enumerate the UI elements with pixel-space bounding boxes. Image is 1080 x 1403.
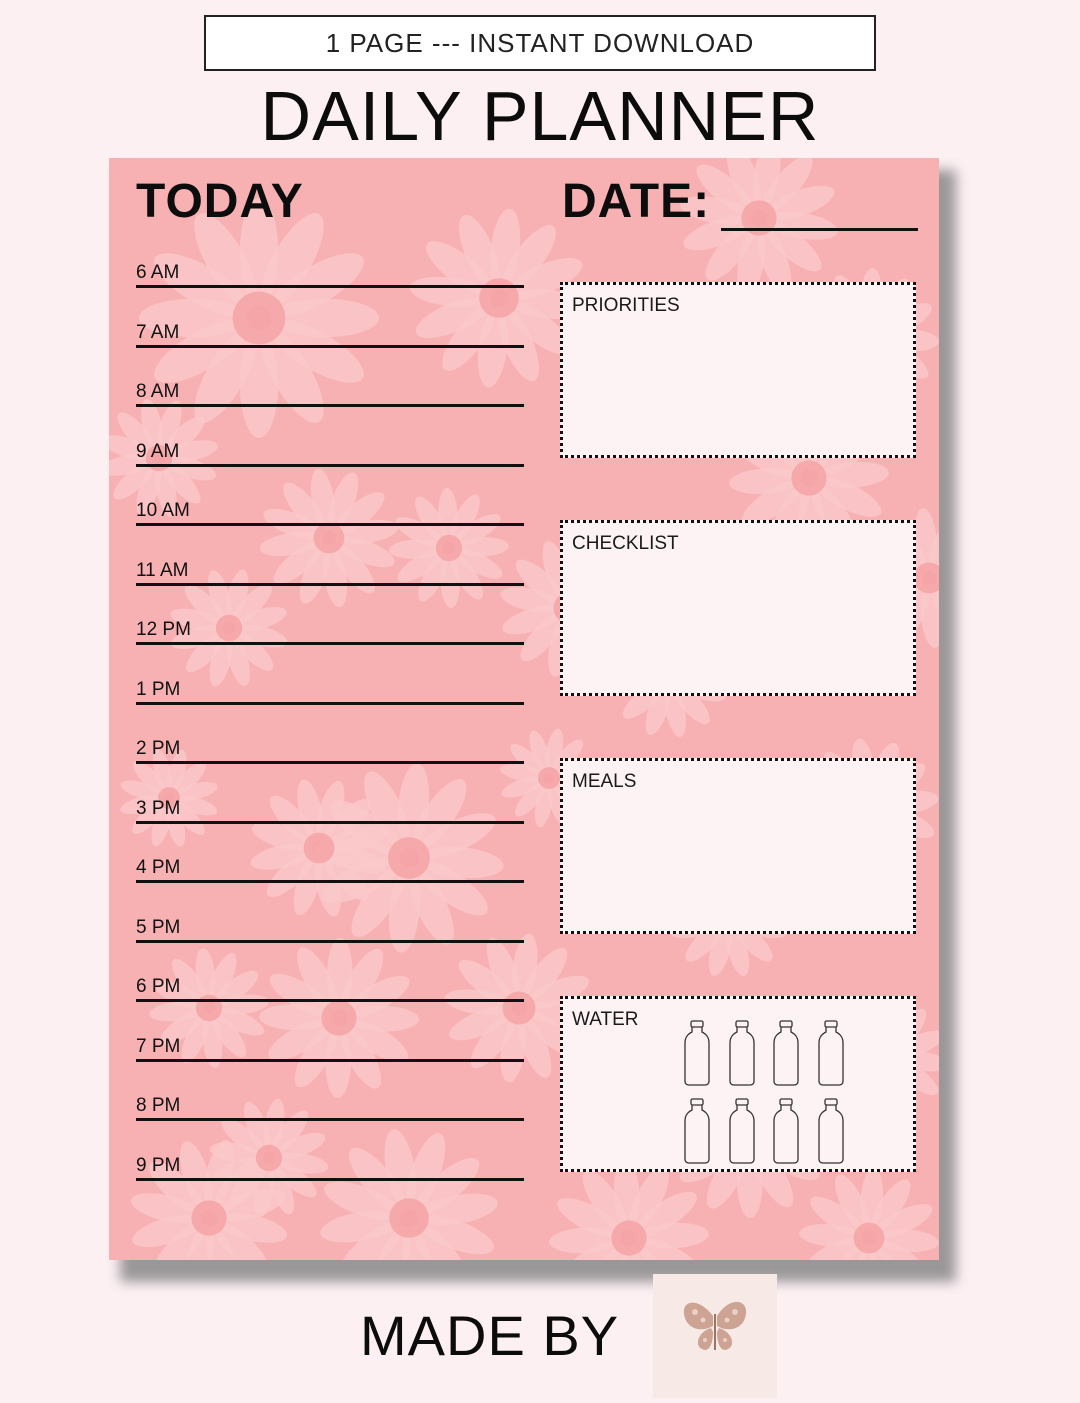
time-slot-label: 5 PM — [136, 916, 181, 938]
water-bottle-icon — [727, 1097, 757, 1170]
time-slot — [136, 901, 524, 941]
time-slot-label: 10 AM — [136, 500, 190, 521]
time-slot-line — [136, 702, 524, 705]
water-bottle-icon — [816, 1097, 846, 1170]
today-heading: TODAY — [136, 175, 304, 228]
meals-box — [560, 758, 916, 934]
time-slot — [136, 1079, 524, 1119]
time-slot-line — [136, 1059, 524, 1062]
checklist-box — [560, 520, 916, 696]
time-slot — [136, 425, 524, 465]
time-slot-label: 8 AM — [136, 381, 180, 402]
time-slot-label: 9 PM — [136, 1154, 181, 1176]
checklist-label: CHECKLIST — [572, 533, 679, 554]
water-label: WATER — [572, 1009, 639, 1030]
time-slot-line — [136, 345, 524, 348]
priorities-label: PRIORITIES — [572, 295, 680, 316]
time-slot — [136, 960, 524, 1000]
time-slot — [136, 484, 524, 524]
water-bottle-icon — [771, 1019, 801, 1092]
time-slot — [136, 365, 524, 405]
time-slot-line — [136, 821, 524, 824]
time-slot-label: 6 PM — [136, 976, 181, 997]
daisy-flower — [798, 1167, 939, 1260]
instant-download-banner — [204, 15, 876, 71]
time-slot-line — [136, 642, 524, 645]
time-slot-label: 3 PM — [136, 797, 181, 819]
time-slot-line — [136, 999, 524, 1002]
time-slot-label: 9 AM — [136, 440, 180, 462]
time-slot-line — [136, 523, 524, 526]
page-title: DAILY PLANNER — [260, 77, 820, 155]
time-slot-label: 7 AM — [136, 321, 180, 343]
time-slot-label: 4 PM — [136, 857, 181, 878]
banner-text: 1 PAGE --- INSTANT DOWNLOAD — [325, 27, 755, 58]
time-slot-line — [136, 583, 524, 586]
water-bottle-icon — [682, 1019, 712, 1092]
time-slot — [136, 722, 524, 762]
time-slot-label: 7 PM — [136, 1035, 181, 1057]
time-slot — [136, 841, 524, 881]
brand-logo — [653, 1274, 777, 1398]
time-slot-line — [136, 1118, 524, 1121]
butterfly-icon — [653, 1274, 777, 1398]
meals-label: MEALS — [572, 771, 637, 792]
water-bottle-icon — [771, 1097, 801, 1170]
date-heading: DATE: — [562, 175, 711, 228]
time-slot — [136, 603, 524, 643]
time-slot-line — [136, 940, 524, 943]
time-slot — [136, 544, 524, 584]
water-box — [560, 996, 916, 1172]
time-slot — [136, 246, 524, 286]
time-slot-label: 11 AM — [136, 559, 189, 581]
time-slot — [136, 1139, 524, 1179]
water-bottle-icon — [682, 1097, 712, 1170]
water-bottle-icon — [816, 1019, 846, 1092]
time-slot-label: 1 PM — [136, 678, 181, 700]
time-slot-label: 6 AM — [136, 262, 180, 283]
time-slot-line — [136, 464, 524, 467]
priorities-box — [560, 282, 916, 458]
time-slot-line — [136, 761, 524, 764]
made-by-text: MADE BY — [360, 1304, 620, 1367]
time-slot-label: 2 PM — [136, 738, 181, 759]
time-slot — [136, 306, 524, 346]
water-bottle-icon — [727, 1019, 757, 1092]
time-slot-label: 12 PM — [136, 619, 191, 640]
time-slot-line — [136, 285, 524, 288]
time-slot — [136, 782, 524, 822]
planner-sheet — [109, 158, 939, 1260]
time-slot — [136, 1020, 524, 1060]
time-slot-label: 8 PM — [136, 1095, 181, 1116]
date-write-line — [721, 228, 918, 231]
time-slot-line — [136, 1178, 524, 1181]
time-slot — [136, 663, 524, 703]
time-slot-line — [136, 880, 524, 883]
time-slot-line — [136, 404, 524, 407]
